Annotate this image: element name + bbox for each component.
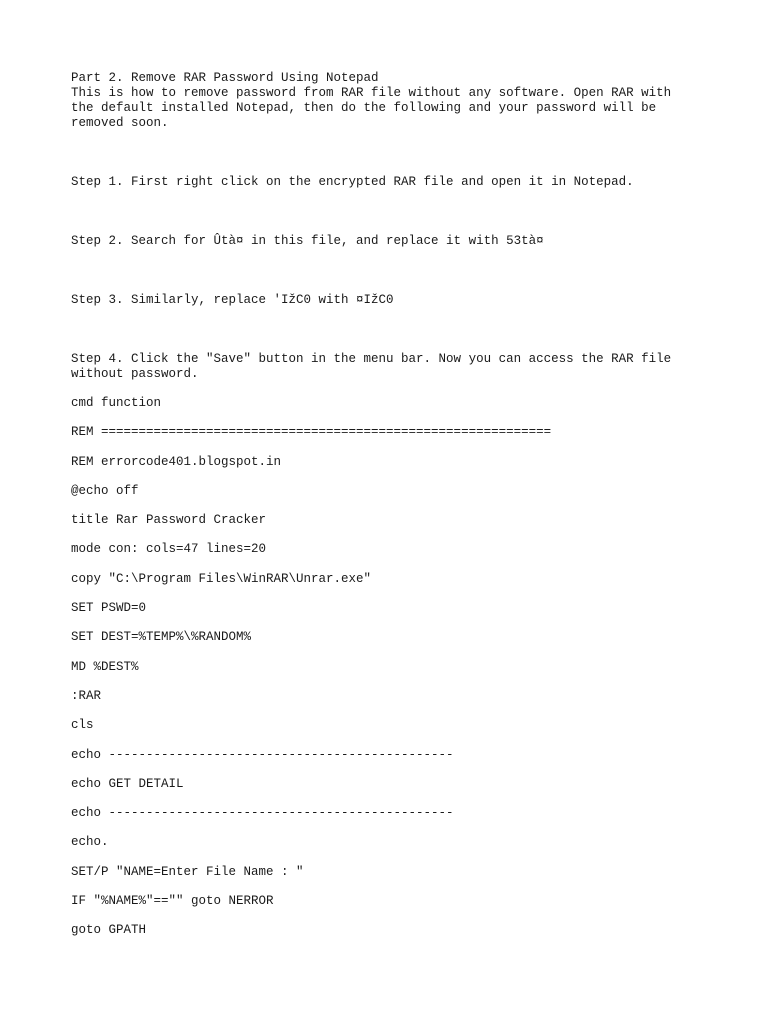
step-1-text: Step 1. First right click on the encrypted RAR file and open it in Notepad. (71, 175, 634, 189)
code-line: SET DEST=%TEMP%\%RANDOM% (71, 630, 252, 645)
intro-line: This is how to remove password from RAR file without any software. Open RAR with (71, 86, 672, 100)
code-line: echo GET DETAIL (71, 776, 184, 791)
code-line: REM ============================================================ (71, 425, 552, 440)
step-4-section (71, 352, 711, 382)
code-line: cmd function (71, 396, 162, 410)
intro-section (71, 71, 711, 131)
code-listing (71, 396, 711, 938)
step-4-text: Step 4. Click the "Save" button in the menu bar. Now you can access the RAR file (71, 352, 672, 366)
code-line: title Rar Password Cracker (71, 513, 267, 528)
step-4-text: without password. (71, 367, 199, 381)
code-line: goto GPATH (71, 923, 147, 938)
document-page (71, 71, 711, 938)
code-line: echo ---------------------------------------------- (71, 747, 454, 762)
code-line: cls (71, 718, 94, 733)
intro-line: removed soon. (71, 116, 169, 130)
code-line: mode con: cols=47 lines=20 (71, 542, 267, 557)
intro-line: the default installed Notepad, then do the following and your password will be (71, 101, 657, 115)
step-3-text: Step 3. Similarly, replace 'IžC0 with ¤IžC0 (71, 293, 394, 307)
step-2-text: Step 2. Search for Ûtà¤ in this file, and replace it with 53tà¤ (71, 234, 544, 248)
code-line: :RAR (71, 688, 102, 703)
code-line: echo ---------------------------------------------- (71, 806, 454, 821)
code-line: SET/P "NAME=Enter File Name : " (71, 864, 304, 879)
code-line: REM errorcode401.blogspot.in (71, 454, 282, 469)
section-heading: Part 2. Remove RAR Password Using Notepad (71, 71, 379, 85)
code-line: echo. (71, 835, 109, 850)
code-line: MD %DEST% (71, 659, 139, 674)
code-line: copy "C:\Program Files\WinRAR\Unrar.exe" (71, 571, 372, 586)
code-line: @echo off (71, 483, 139, 498)
code-line: IF "%NAME%"=="" goto NERROR (71, 894, 274, 909)
code-line: SET PSWD=0 (71, 601, 147, 616)
